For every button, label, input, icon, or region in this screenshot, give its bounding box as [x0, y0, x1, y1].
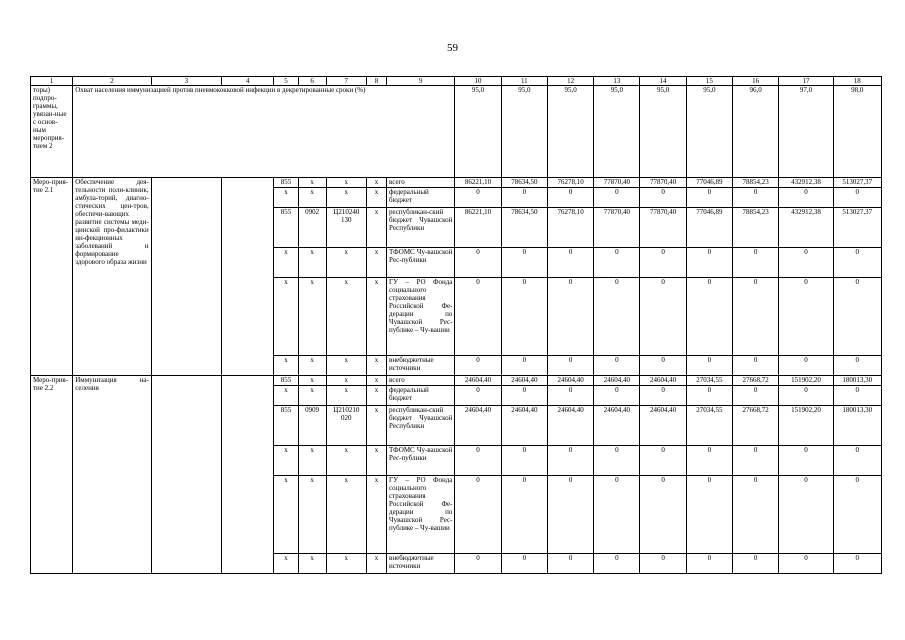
code-cell: x — [326, 376, 366, 386]
value-cell: 180013,30 — [833, 376, 881, 386]
value-cell: 0 — [686, 278, 732, 356]
code-cell: x — [366, 208, 386, 248]
code-cell: Ц210240 130 — [326, 208, 366, 248]
indicator-value: 95,0 — [455, 86, 501, 178]
column-number: 14 — [640, 77, 686, 86]
code-cell: x — [326, 356, 366, 376]
value-cell: 0 — [501, 386, 547, 406]
column-number: 9 — [387, 77, 455, 86]
funding-source: федеральный бюджет — [387, 188, 455, 208]
value-cell: 0 — [833, 278, 881, 356]
funding-source: федеральный бюджет — [387, 386, 455, 406]
column-number: 4 — [222, 77, 274, 86]
code-cell: x — [274, 356, 298, 376]
value-cell: 0 — [547, 446, 593, 476]
table-body — [31, 77, 882, 574]
code-cell: x — [326, 476, 366, 554]
value-cell: 24604,40 — [455, 406, 501, 446]
indicator-label: торы) подпро-граммы, увязан-ные с основ-ным мероприя-тием 2 — [31, 86, 73, 178]
funding-source: внебюджетные источники — [387, 554, 455, 574]
code-cell: x — [298, 188, 326, 208]
code-cell: 855 — [274, 376, 298, 386]
value-cell: 77870,40 — [594, 178, 640, 188]
value-cell: 24604,40 — [501, 406, 547, 446]
value-cell: 24604,40 — [547, 376, 593, 386]
value-cell: 0 — [455, 554, 501, 574]
code-cell: x — [274, 248, 298, 278]
value-cell: 24604,40 — [547, 406, 593, 446]
indicator-value: 98,0 — [833, 86, 881, 178]
code-cell: x — [326, 248, 366, 278]
table-row — [31, 376, 882, 386]
event-name: Иммунизация на-селения — [73, 376, 151, 574]
code-cell: x — [366, 248, 386, 278]
code-cell: x — [274, 386, 298, 406]
value-cell: 0 — [547, 386, 593, 406]
code-cell: x — [366, 554, 386, 574]
code-cell: x — [366, 386, 386, 406]
value-cell: 0 — [640, 446, 686, 476]
value-cell: 432912,38 — [779, 178, 833, 188]
value-cell: 432912,38 — [779, 208, 833, 248]
value-cell: 151902,20 — [779, 376, 833, 386]
value-cell: 0 — [640, 356, 686, 376]
value-cell: 0 — [640, 278, 686, 356]
value-cell: 0 — [594, 554, 640, 574]
empty-cell — [151, 376, 221, 574]
code-cell: x — [274, 554, 298, 574]
funding-source: всего — [387, 178, 455, 188]
code-cell: x — [274, 188, 298, 208]
code-cell: 855 — [274, 208, 298, 248]
value-cell: 0 — [779, 278, 833, 356]
value-cell: 0 — [594, 446, 640, 476]
value-cell: 0 — [686, 188, 732, 208]
value-cell: 0 — [594, 278, 640, 356]
value-cell: 0 — [594, 356, 640, 376]
value-cell: 0 — [733, 446, 779, 476]
event-label: Меро-прия-тие 2.1 — [31, 178, 73, 376]
code-cell: x — [274, 278, 298, 356]
funding-source: ТФОМС Чу-вашской Рес-публики — [387, 446, 455, 476]
value-cell: 24604,40 — [455, 376, 501, 386]
code-cell: 0909 — [298, 406, 326, 446]
value-cell: 0 — [833, 248, 881, 278]
value-cell: 0 — [640, 476, 686, 554]
code-cell: x — [298, 386, 326, 406]
value-cell: 24604,40 — [501, 376, 547, 386]
code-cell: x — [366, 476, 386, 554]
indicator-value: 95,0 — [501, 86, 547, 178]
indicator-text: Охват населения иммунизацией против пневмококковой инфекции в декретированные сроки (%) — [73, 86, 455, 178]
column-number: 1 — [31, 77, 73, 86]
value-cell: 0 — [547, 278, 593, 356]
value-cell: 78854,23 — [733, 208, 779, 248]
code-cell: x — [366, 446, 386, 476]
value-cell: 0 — [779, 386, 833, 406]
value-cell: 0 — [455, 386, 501, 406]
value-cell: 0 — [686, 446, 732, 476]
value-cell: 0 — [594, 248, 640, 278]
value-cell: 0 — [501, 356, 547, 376]
code-cell: x — [298, 554, 326, 574]
header-row — [31, 77, 882, 86]
funding-source: ТФОМС Чу-вашской Рес-публики — [387, 248, 455, 278]
column-number: 18 — [833, 77, 881, 86]
value-cell: 0 — [455, 278, 501, 356]
code-cell: x — [366, 188, 386, 208]
code-cell: x — [326, 278, 366, 356]
column-number: 10 — [455, 77, 501, 86]
value-cell: 0 — [733, 278, 779, 356]
code-cell: 0902 — [298, 208, 326, 248]
value-cell: 76278,10 — [547, 208, 593, 248]
value-cell: 0 — [779, 554, 833, 574]
column-number: 7 — [326, 77, 366, 86]
code-cell: x — [366, 406, 386, 446]
value-cell: 0 — [594, 386, 640, 406]
value-cell: 27668,72 — [733, 376, 779, 386]
value-cell: 0 — [501, 278, 547, 356]
value-cell: 77046,89 — [686, 178, 732, 188]
value-cell: 0 — [686, 248, 732, 278]
value-cell: 0 — [779, 248, 833, 278]
value-cell: 0 — [501, 188, 547, 208]
value-cell: 24604,40 — [594, 406, 640, 446]
indicator-value: 95,0 — [686, 86, 732, 178]
indicator-value: 95,0 — [547, 86, 593, 178]
empty-cell — [151, 178, 221, 376]
code-cell: x — [298, 356, 326, 376]
value-cell: 0 — [733, 248, 779, 278]
value-cell: 24604,40 — [594, 376, 640, 386]
value-cell: 24604,40 — [640, 406, 686, 446]
funding-source: республикан-ский бюджет Чувашской Республики — [387, 208, 455, 248]
code-cell: x — [274, 476, 298, 554]
code-cell: 855 — [274, 178, 298, 188]
value-cell: 0 — [833, 446, 881, 476]
value-cell: 0 — [640, 188, 686, 208]
value-cell: 0 — [501, 248, 547, 278]
value-cell: 0 — [455, 446, 501, 476]
value-cell: 27668,72 — [733, 406, 779, 446]
code-cell: x — [366, 356, 386, 376]
funding-source: республикан-ский бюджет Чувашской Республики — [387, 406, 455, 446]
value-cell: 86221,10 — [455, 208, 501, 248]
value-cell: 77870,40 — [640, 208, 686, 248]
code-cell: x — [326, 386, 366, 406]
code-cell: x — [326, 188, 366, 208]
funding-source: ГУ – РО Фонда социального страхования Российской Фе-дерации по Чувашской Рес-публике – Чу-вашии — [387, 476, 455, 554]
value-cell: 0 — [833, 554, 881, 574]
value-cell: 0 — [833, 386, 881, 406]
page-number: 59 — [447, 42, 458, 54]
value-cell: 0 — [686, 356, 732, 376]
value-cell: 0 — [733, 356, 779, 376]
value-cell: 77870,40 — [594, 208, 640, 248]
value-cell: 27034,55 — [686, 406, 732, 446]
value-cell: 180013,30 — [833, 406, 881, 446]
value-cell: 0 — [501, 446, 547, 476]
value-cell: 0 — [501, 554, 547, 574]
funding-source: внебюджетные источники — [387, 356, 455, 376]
event-name: Обеспечение дея-тельности поли-клиник, амбула-торий, диагно-стических цен-тров, обеспечи-вающих развитие системы меди-цинской про-филактики ин-фекционных заболеваний и формирование здорового образа жизни — [73, 178, 151, 376]
indicator-value: 95,0 — [594, 86, 640, 178]
value-cell: 513027,37 — [833, 208, 881, 248]
value-cell: 0 — [686, 386, 732, 406]
value-cell: 0 — [779, 446, 833, 476]
value-cell: 86221,10 — [455, 178, 501, 188]
code-cell: x — [298, 376, 326, 386]
indicator-value: 95,0 — [640, 86, 686, 178]
column-number: 3 — [151, 77, 221, 86]
event-label: Меро-прия-тие 2.2 — [31, 376, 73, 574]
column-number: 5 — [274, 77, 298, 86]
value-cell: 0 — [733, 188, 779, 208]
value-cell: 0 — [833, 356, 881, 376]
column-number: 16 — [733, 77, 779, 86]
funding-source: ГУ – РО Фонда социального страхования Российской Фе-дерации по Чувашской Рес-публике – Чу-вашии — [387, 278, 455, 356]
value-cell: 0 — [779, 188, 833, 208]
code-cell: x — [366, 278, 386, 356]
value-cell: 27034,55 — [686, 376, 732, 386]
value-cell: 77870,40 — [640, 178, 686, 188]
value-cell: 151902,20 — [779, 406, 833, 446]
value-cell: 0 — [455, 188, 501, 208]
value-cell: 0 — [594, 188, 640, 208]
code-cell: x — [366, 376, 386, 386]
value-cell: 0 — [501, 476, 547, 554]
column-number: 8 — [366, 77, 386, 86]
value-cell: 0 — [733, 386, 779, 406]
column-number: 12 — [547, 77, 593, 86]
column-number: 15 — [686, 77, 732, 86]
value-cell: 0 — [547, 356, 593, 376]
code-cell: x — [298, 248, 326, 278]
value-cell: 0 — [640, 248, 686, 278]
value-cell: 513027,37 — [833, 178, 881, 188]
column-number: 2 — [73, 77, 151, 86]
value-cell: 0 — [833, 188, 881, 208]
funding-source: всего — [387, 376, 455, 386]
code-cell: x — [326, 178, 366, 188]
value-cell: 0 — [594, 476, 640, 554]
empty-cell — [222, 178, 274, 376]
column-number: 6 — [298, 77, 326, 86]
value-cell: 77046,89 — [686, 208, 732, 248]
value-cell: 0 — [547, 476, 593, 554]
value-cell: 0 — [547, 188, 593, 208]
value-cell: 76278,10 — [547, 178, 593, 188]
code-cell: Ц210210 020 — [326, 406, 366, 446]
value-cell: 0 — [455, 476, 501, 554]
value-cell: 78854,23 — [733, 178, 779, 188]
value-cell: 0 — [686, 476, 732, 554]
indicator-value: 97,0 — [779, 86, 833, 178]
code-cell: 855 — [274, 406, 298, 446]
program-table — [30, 76, 882, 574]
value-cell: 0 — [733, 554, 779, 574]
value-cell: 78634,50 — [501, 178, 547, 188]
value-cell: 0 — [547, 554, 593, 574]
column-number: 11 — [501, 77, 547, 86]
value-cell: 0 — [455, 248, 501, 278]
code-cell: x — [326, 554, 366, 574]
code-cell: x — [326, 446, 366, 476]
table-row — [31, 178, 882, 188]
code-cell: x — [298, 476, 326, 554]
code-cell: x — [298, 278, 326, 356]
value-cell: 24604,40 — [640, 376, 686, 386]
value-cell: 0 — [640, 386, 686, 406]
value-cell: 0 — [779, 476, 833, 554]
value-cell: 0 — [733, 476, 779, 554]
value-cell: 0 — [455, 356, 501, 376]
value-cell: 0 — [547, 248, 593, 278]
value-cell: 0 — [779, 356, 833, 376]
column-number: 13 — [594, 77, 640, 86]
value-cell: 0 — [833, 476, 881, 554]
value-cell: 0 — [686, 554, 732, 574]
column-number: 17 — [779, 77, 833, 86]
value-cell: 0 — [640, 554, 686, 574]
code-cell: x — [298, 446, 326, 476]
indicator-row — [31, 86, 882, 178]
empty-cell — [222, 376, 274, 574]
indicator-value: 96,0 — [733, 86, 779, 178]
code-cell: x — [366, 178, 386, 188]
value-cell: 78634,50 — [501, 208, 547, 248]
code-cell: x — [298, 178, 326, 188]
code-cell: x — [274, 446, 298, 476]
